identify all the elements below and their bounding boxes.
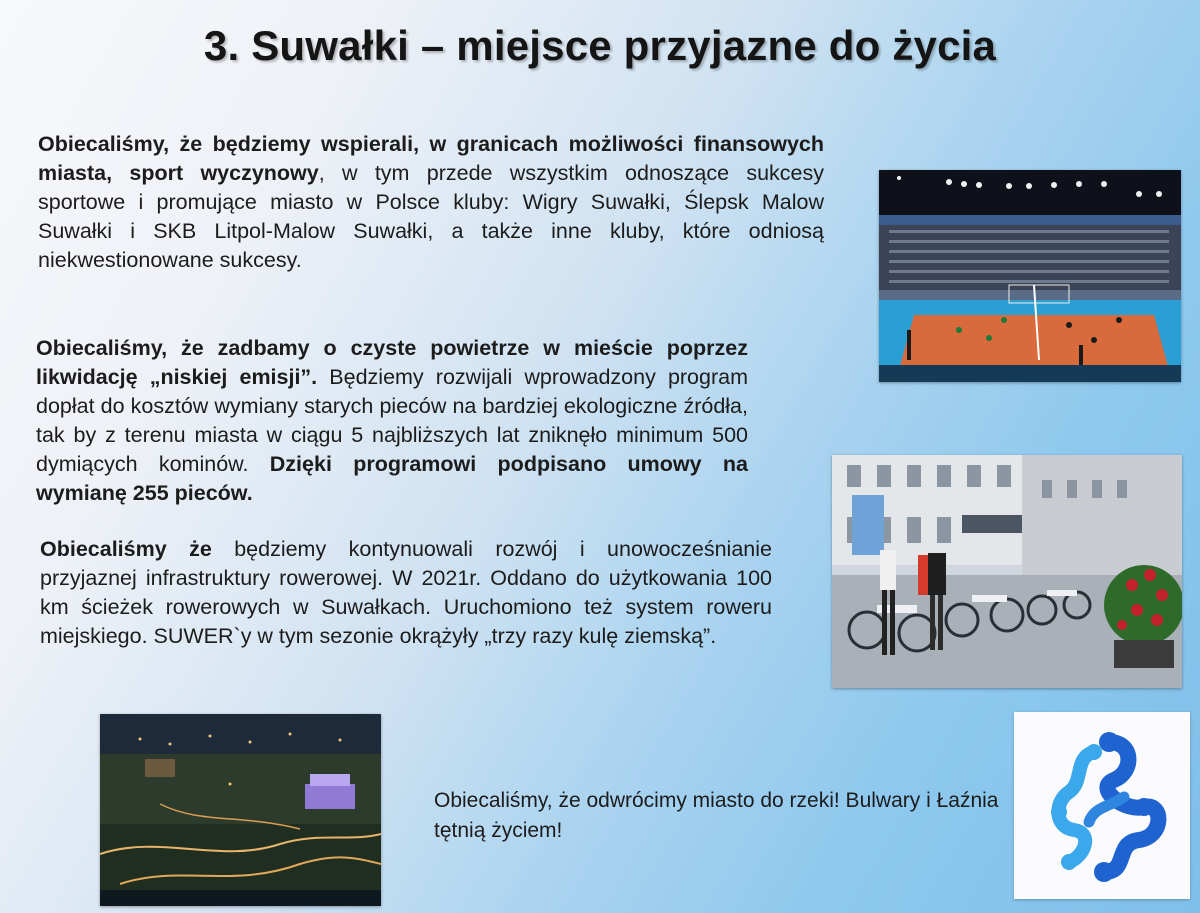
volleyball-arena-photo <box>879 170 1181 382</box>
city-bike-station-photo <box>832 455 1182 688</box>
sport-paragraph <box>38 130 824 275</box>
air-quality-paragraph <box>36 334 748 508</box>
bike-paragraph-text: będziemy kontynuowali rozwój i unowocześnianie przyjaznej infrastruktury rowerowej. W 2021r. Oddano do użytkowania 100 km ścieżek rowerowych w Suwałkach. Uruchomiono też system roweru miejskiego. SUWER`y w tym sezonie okrążyły „trzy razy kulę ziemską”. <box>40 537 772 648</box>
suwalki-city-logo <box>1014 712 1190 899</box>
air-quality-paragraph-bold: Obiecaliśmy, że zadbamy o czyste powietrze w mieście poprzez likwidację „niskiej emisji”. <box>36 336 748 389</box>
sport-paragraph-bold: Obiecaliśmy, że będziemy wspierali, w granicach możliwości finansowych miasta, sport wyczynowy <box>38 132 824 185</box>
air-quality-paragraph-text: Będziemy rozwijali wprowadzony program dopłat do kosztów wymiany starych pieców na bardziej ekologiczne źródła, tak by z terenu miasta w ciągu 5 najbliższych lat zniknęło minimum 500 dymiących kominów. <box>36 365 748 476</box>
bike-paragraph-bold: Obiecaliśmy że <box>40 537 212 561</box>
sport-paragraph-text: , w tym przede wszystkim odnoszące sukcesy sportowe i promujące miasto w Polsce kluby: Wigry Suwałki, Ślepsk Malow Suwałki i SKB Litpol-Malow Suwałki, a także inne kluby, które odniosą niekwestionowane sukcesy. <box>38 161 824 272</box>
night-aerial-boulevards-photo <box>100 714 381 906</box>
river-paragraph: Obiecaliśmy, że odwrócimy miasto do rzeki! Bulwary i Łaźnia tętnią życiem! <box>434 789 999 842</box>
air-quality-paragraph-result: Dzięki programowi podpisano umowy na wymianę 255 pieców. <box>36 452 748 505</box>
bike-paragraph <box>40 535 772 651</box>
slide-title: 3. Suwałki – miejsce przyjazne do życia <box>203 22 997 69</box>
